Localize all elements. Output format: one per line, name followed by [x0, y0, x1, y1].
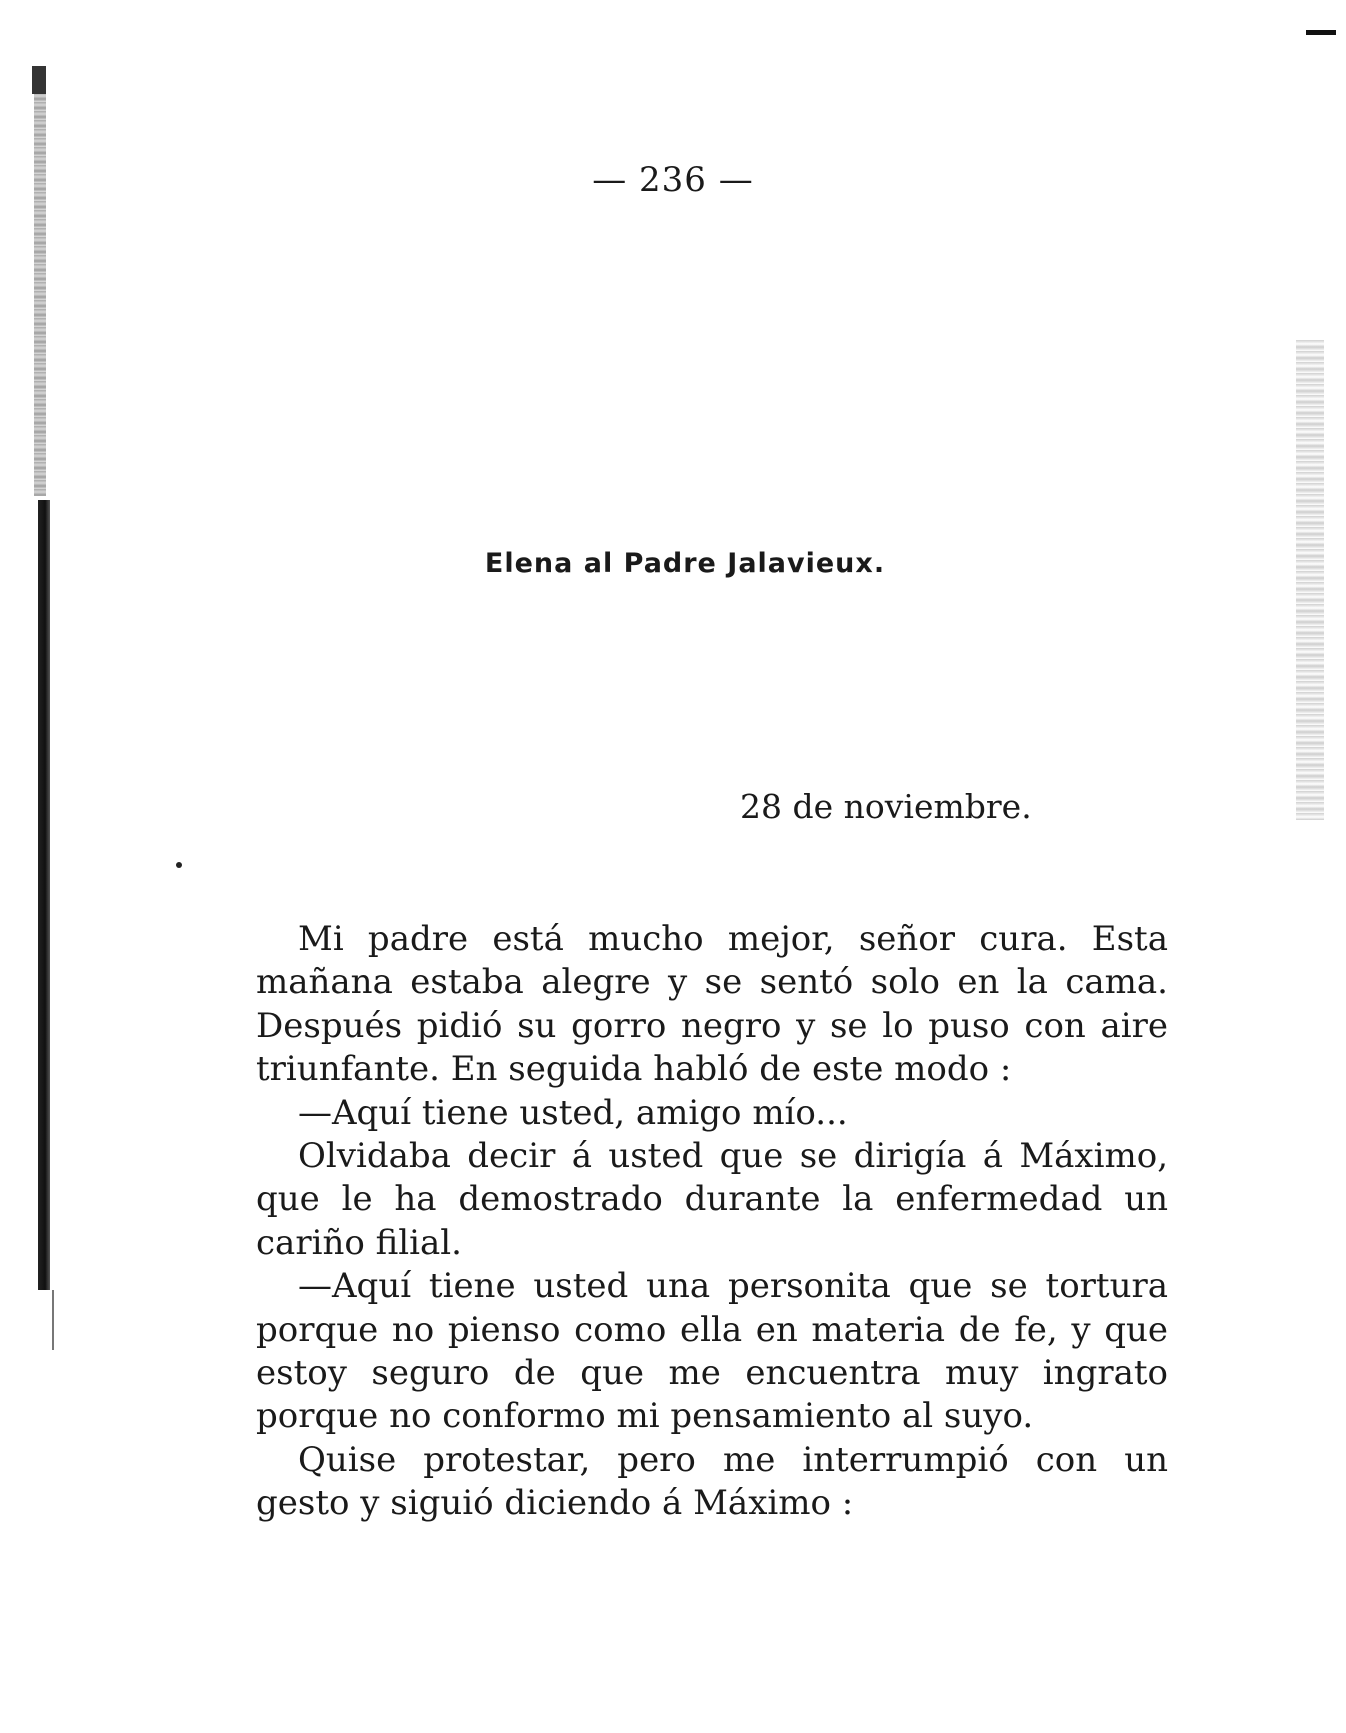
scan-edge-line	[52, 1290, 54, 1350]
letter-heading: Elena al Padre Jalavieux.	[484, 548, 886, 579]
paragraph: Olvidaba decir á usted que se dirigía á Máximo, que le ha demostrado durante la enfermedad un cariño filial.	[256, 1136, 1168, 1263]
scan-edge-noise	[1296, 340, 1324, 820]
paragraph: Mi padre está mucho mejor, señor cura. Esta mañana estaba alegre y se sentó solo en la cama. Después pidió su gorro negro y se lo puso con aire triunfante. En seguida habló de este modo :	[256, 919, 1168, 1090]
paragraph: —Aquí tiene usted, amigo mío...	[298, 1092, 848, 1133]
scan-binding-bar	[38, 500, 50, 1290]
paragraph: Quise protestar, pero me interrumpió con un gesto y siguió diciendo á Máximo :	[256, 1439, 1168, 1524]
letter-body	[256, 918, 1168, 1526]
scan-edge-shadow	[34, 66, 46, 496]
paragraph: —Aquí tiene usted una personita que se tortura porque no pienso como ella en materia de fe, y que estoy seguro de que me encuentra muy ingrato porque no conformo mi pensamiento al suyo.	[256, 1266, 1168, 1437]
letter-date: 28 de noviembre.	[740, 787, 1032, 826]
page-number: — 236 —	[592, 160, 754, 200]
scan-corner-mark	[1306, 30, 1336, 35]
ink-speck	[176, 862, 182, 868]
